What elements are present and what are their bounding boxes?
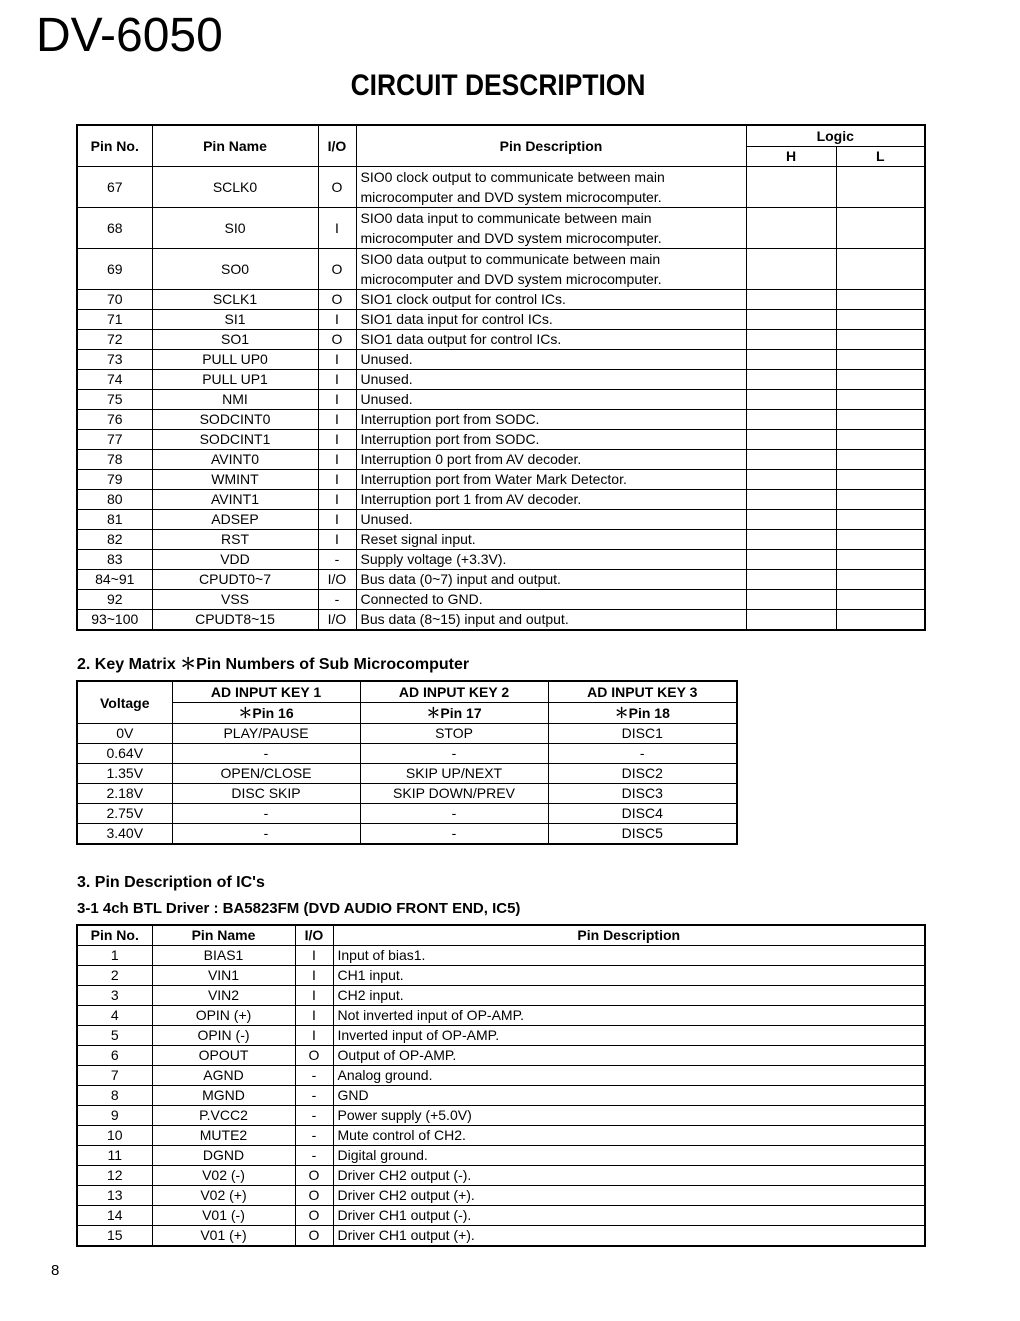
key2-cell: - — [360, 744, 548, 764]
voltage-cell: 2.75V — [77, 804, 172, 824]
voltage-cell: 2.18V — [77, 784, 172, 804]
io-cell: I — [295, 966, 333, 986]
logic-h-cell — [746, 290, 836, 310]
io-cell: I — [318, 430, 356, 450]
col-pin-no: Pin No. — [77, 125, 152, 167]
logic-l-cell — [836, 570, 925, 590]
pin-no-cell: 76 — [77, 410, 152, 430]
io-cell: - — [295, 1086, 333, 1106]
pin-no-cell: 3 — [77, 986, 152, 1006]
table-row — [77, 510, 925, 530]
pin-no-cell: 67 — [77, 167, 152, 208]
logic-h-cell — [746, 430, 836, 450]
table-row — [77, 724, 737, 744]
io-cell: O — [318, 330, 356, 350]
pin-description-cell: Not inverted input of OP-AMP. — [333, 1006, 925, 1026]
pin-description-cell: Interruption port from SODC. — [356, 430, 746, 450]
pin-no-cell: 79 — [77, 470, 152, 490]
logic-l-cell — [836, 290, 925, 310]
io-cell: I — [318, 450, 356, 470]
pin-name-cell: SO0 — [152, 249, 318, 290]
pin-no-cell: 77 — [77, 430, 152, 450]
logic-l-cell — [836, 249, 925, 290]
table-row — [77, 450, 925, 470]
logic-l-cell — [836, 550, 925, 570]
col-key3-pin: ＊Pin 18 — [548, 703, 737, 724]
pin-no-cell: 1 — [77, 946, 152, 966]
pin-description-cell: CH2 input. — [333, 986, 925, 1006]
ic5-pin-table — [76, 924, 926, 1247]
page-number: 8 — [51, 1262, 60, 1279]
pin-name-cell: V02 (+) — [152, 1186, 295, 1206]
pin-name-cell: VIN1 — [152, 966, 295, 986]
io-cell: - — [295, 1126, 333, 1146]
table-row — [77, 330, 925, 350]
io-cell: I — [295, 946, 333, 966]
io-cell: I — [318, 350, 356, 370]
pin-description-cell: Unused. — [356, 390, 746, 410]
table-row — [77, 1126, 925, 1146]
logic-h-cell — [746, 310, 836, 330]
pin-no-cell: 82 — [77, 530, 152, 550]
table-row — [77, 490, 925, 510]
pin-no-cell: 72 — [77, 330, 152, 350]
pin-description-table-continued — [76, 124, 926, 631]
table-row — [77, 784, 737, 804]
key1-cell: - — [172, 804, 360, 824]
logic-h-cell — [746, 490, 836, 510]
logic-h-cell — [746, 350, 836, 370]
pin-description-cell: Inverted input of OP-AMP. — [333, 1026, 925, 1046]
pin-description-cell: Reset signal input. — [356, 530, 746, 550]
table-row — [77, 470, 925, 490]
pin-no-cell: 8 — [77, 1086, 152, 1106]
pin-name-cell: SCLK1 — [152, 290, 318, 310]
pin-name-cell: OPIN (+) — [152, 1006, 295, 1026]
logic-h-cell — [746, 530, 836, 550]
col-io: I/O — [318, 125, 356, 167]
io-cell: O — [318, 249, 356, 290]
pin-name-cell: NMI — [152, 390, 318, 410]
key3-cell: DISC1 — [548, 724, 737, 744]
pin-description-cell: Driver CH1 output (-). — [333, 1206, 925, 1226]
col-pin-name: Pin Name — [152, 125, 318, 167]
table-row — [77, 1146, 925, 1166]
pin-description-cell: Connected to GND. — [356, 590, 746, 610]
pin-description-cell: Interruption 0 port from AV decoder. — [356, 450, 746, 470]
table-row — [77, 1086, 925, 1106]
key2-cell: SKIP DOWN/PREV — [360, 784, 548, 804]
logic-l-cell — [836, 590, 925, 610]
pin-name-cell: SI1 — [152, 310, 318, 330]
table-row — [77, 249, 925, 290]
pin-no-cell: 4 — [77, 1006, 152, 1026]
io-cell: - — [295, 1106, 333, 1126]
pin-name-cell: PULL UP0 — [152, 350, 318, 370]
pin-description-cell: Unused. — [356, 350, 746, 370]
key1-cell: OPEN/CLOSE — [172, 764, 360, 784]
io-cell: I — [318, 470, 356, 490]
pin-description-cell: Bus data (8~15) input and output. — [356, 610, 746, 631]
pin-name-cell: SO1 — [152, 330, 318, 350]
col-key1: AD INPUT KEY 1 — [172, 681, 360, 703]
section-2-title: 2. Key Matrix ＊Pin Numbers of Sub Microcomputer — [77, 656, 470, 673]
pin-description-cell: CH1 input. — [333, 966, 925, 986]
logic-h-cell — [746, 470, 836, 490]
io-cell: I — [318, 530, 356, 550]
pin-no-cell: 10 — [77, 1126, 152, 1146]
logic-l-cell — [836, 208, 925, 249]
pin-description-cell: Unused. — [356, 510, 746, 530]
logic-l-cell — [836, 370, 925, 390]
pin-name-cell: CPUDT8~15 — [152, 610, 318, 631]
pin-description-cell: GND — [333, 1086, 925, 1106]
pin-description-cell: Supply voltage (+3.3V). — [356, 550, 746, 570]
col-key1-pin: ＊Pin 16 — [172, 703, 360, 724]
pin-description-cell: Digital ground. — [333, 1146, 925, 1166]
key1-cell: PLAY/PAUSE — [172, 724, 360, 744]
logic-l-cell — [836, 530, 925, 550]
pin-description-cell: SIO1 clock output for control ICs. — [356, 290, 746, 310]
logic-h-cell — [746, 510, 836, 530]
pin-name-cell: VSS — [152, 590, 318, 610]
io-cell: I — [318, 410, 356, 430]
pin-name-cell: BIAS1 — [152, 946, 295, 966]
logic-l-cell — [836, 470, 925, 490]
pin-name-cell: V01 (+) — [152, 1226, 295, 1247]
col-io: I/O — [295, 925, 333, 946]
logic-h-cell — [746, 610, 836, 631]
logic-h-cell — [746, 550, 836, 570]
pin-description-cell: Interruption port from SODC. — [356, 410, 746, 430]
io-cell: - — [318, 590, 356, 610]
pin-no-cell: 75 — [77, 390, 152, 410]
key1-cell: DISC SKIP — [172, 784, 360, 804]
logic-l-cell — [836, 510, 925, 530]
pin-no-cell: 12 — [77, 1166, 152, 1186]
io-cell: O — [295, 1206, 333, 1226]
page-title: CIRCUIT DESCRIPTION — [350, 69, 646, 102]
col-voltage: Voltage — [77, 681, 172, 724]
pin-no-cell: 15 — [77, 1226, 152, 1247]
pin-no-cell: 83 — [77, 550, 152, 570]
voltage-cell: 0V — [77, 724, 172, 744]
key3-cell: DISC2 — [548, 764, 737, 784]
pin-name-cell: CPUDT0~7 — [152, 570, 318, 590]
logic-h-cell — [746, 370, 836, 390]
pin-name-cell: DGND — [152, 1146, 295, 1166]
pin-no-cell: 84~91 — [77, 570, 152, 590]
io-cell: O — [295, 1166, 333, 1186]
pin-description-cell: Driver CH1 output (+). — [333, 1226, 925, 1247]
table-row — [77, 946, 925, 966]
logic-h-cell — [746, 410, 836, 430]
col-key2: AD INPUT KEY 2 — [360, 681, 548, 703]
pin-name-cell: SCLK0 — [152, 167, 318, 208]
pin-description-cell: Output of OP-AMP. — [333, 1046, 925, 1066]
col-pin-description: Pin Description — [356, 125, 746, 167]
pin-no-cell: 9 — [77, 1106, 152, 1126]
io-cell: - — [295, 1066, 333, 1086]
pin-name-cell: AVINT0 — [152, 450, 318, 470]
pin-description-cell: Input of bias1. — [333, 946, 925, 966]
logic-h-cell — [746, 330, 836, 350]
table-row — [77, 1106, 925, 1126]
io-cell: I/O — [318, 570, 356, 590]
voltage-cell: 0.64V — [77, 744, 172, 764]
pin-description-cell: Mute control of CH2. — [333, 1126, 925, 1146]
pin-name-cell: PULL UP1 — [152, 370, 318, 390]
voltage-cell: 1.35V — [77, 764, 172, 784]
pin-description-cell: SIO0 data input to communicate between main microcomputer and DVD system microcomputer. — [356, 208, 746, 249]
table-row — [77, 1226, 925, 1247]
table-row — [77, 1006, 925, 1026]
key-matrix-table — [76, 680, 738, 845]
pin-description-cell: Power supply (+5.0V) — [333, 1106, 925, 1126]
logic-l-cell — [836, 310, 925, 330]
pin-no-cell: 80 — [77, 490, 152, 510]
pin-no-cell: 70 — [77, 290, 152, 310]
pin-name-cell: AVINT1 — [152, 490, 318, 510]
io-cell: I — [318, 370, 356, 390]
table-row — [77, 530, 925, 550]
key2-cell: SKIP UP/NEXT — [360, 764, 548, 784]
logic-l-cell — [836, 350, 925, 370]
pin-no-cell: 13 — [77, 1186, 152, 1206]
key2-cell: - — [360, 804, 548, 824]
logic-l-cell — [836, 167, 925, 208]
col-pin-name: Pin Name — [152, 925, 295, 946]
model-number: DV-6050 — [36, 9, 223, 62]
pin-name-cell: OPOUT — [152, 1046, 295, 1066]
pin-no-cell: 5 — [77, 1026, 152, 1046]
pin-no-cell: 2 — [77, 966, 152, 986]
key3-cell: DISC4 — [548, 804, 737, 824]
io-cell: I — [295, 986, 333, 1006]
table-row — [77, 590, 925, 610]
pin-name-cell: SODCINT1 — [152, 430, 318, 450]
section-3-title: 3. Pin Description of IC's — [77, 874, 265, 891]
pin-description-cell: SIO1 data output for control ICs. — [356, 330, 746, 350]
table-row — [77, 1166, 925, 1186]
pin-description-cell: SIO0 data output to communicate between main microcomputer and DVD system microcomputer. — [356, 249, 746, 290]
io-cell: I — [318, 510, 356, 530]
key3-cell: DISC3 — [548, 784, 737, 804]
col-logic: Logic — [746, 125, 925, 147]
io-cell: I — [318, 208, 356, 249]
col-key2-pin: ＊Pin 17 — [360, 703, 548, 724]
logic-h-cell — [746, 208, 836, 249]
pin-name-cell: ADSEP — [152, 510, 318, 530]
pin-description-cell: Analog ground. — [333, 1066, 925, 1086]
pin-description-cell: Unused. — [356, 370, 746, 390]
table-row — [77, 1206, 925, 1226]
table-row — [77, 208, 925, 249]
table-row — [77, 350, 925, 370]
key3-cell: - — [548, 744, 737, 764]
io-cell: O — [295, 1186, 333, 1206]
table-row — [77, 550, 925, 570]
pin-name-cell: RST — [152, 530, 318, 550]
pin-no-cell: 6 — [77, 1046, 152, 1066]
table-row — [77, 1066, 925, 1086]
io-cell: - — [318, 550, 356, 570]
logic-l-cell — [836, 390, 925, 410]
logic-l-cell — [836, 410, 925, 430]
logic-h-cell — [746, 390, 836, 410]
logic-h-cell — [746, 450, 836, 470]
table-row — [77, 610, 925, 631]
table-row — [77, 370, 925, 390]
table-row — [77, 570, 925, 590]
pin-name-cell: MUTE2 — [152, 1126, 295, 1146]
pin-no-cell: 74 — [77, 370, 152, 390]
section-3-1-subtitle: 3-1 4ch BTL Driver : BA5823FM (DVD AUDIO FRONT END, IC5) — [77, 900, 521, 917]
key2-cell: STOP — [360, 724, 548, 744]
table-row — [77, 1046, 925, 1066]
key1-cell: - — [172, 824, 360, 845]
io-cell: I — [318, 310, 356, 330]
pin-name-cell: AGND — [152, 1066, 295, 1086]
io-cell: O — [295, 1226, 333, 1247]
table-row — [77, 744, 737, 764]
pin-description-cell: Bus data (0~7) input and output. — [356, 570, 746, 590]
pin-no-cell: 92 — [77, 590, 152, 610]
pin-description-cell: Interruption port from Water Mark Detector. — [356, 470, 746, 490]
io-cell: I — [295, 1026, 333, 1046]
logic-l-cell — [836, 610, 925, 631]
col-pin-no: Pin No. — [77, 925, 152, 946]
io-cell: I/O — [318, 610, 356, 631]
io-cell: - — [295, 1146, 333, 1166]
pin-no-cell: 93~100 — [77, 610, 152, 631]
table-row — [77, 966, 925, 986]
io-cell: I — [318, 490, 356, 510]
col-pin-description: Pin Description — [333, 925, 925, 946]
pin-name-cell: WMINT — [152, 470, 318, 490]
key3-cell: DISC5 — [548, 824, 737, 845]
pin-name-cell: V02 (-) — [152, 1166, 295, 1186]
pin-no-cell: 14 — [77, 1206, 152, 1226]
pin-description-cell: SIO0 clock output to communicate between main microcomputer and DVD system microcomputer. — [356, 167, 746, 208]
pin-name-cell: SODCINT0 — [152, 410, 318, 430]
io-cell: O — [295, 1046, 333, 1066]
logic-l-cell — [836, 330, 925, 350]
pin-name-cell: SI0 — [152, 208, 318, 249]
table-row — [77, 390, 925, 410]
io-cell: O — [318, 167, 356, 208]
pin-name-cell: VDD — [152, 550, 318, 570]
col-logic-l: L — [836, 147, 925, 167]
col-logic-h: H — [746, 147, 836, 167]
logic-l-cell — [836, 430, 925, 450]
io-cell: O — [318, 290, 356, 310]
logic-h-cell — [746, 249, 836, 290]
voltage-cell: 3.40V — [77, 824, 172, 845]
pin-name-cell: P.VCC2 — [152, 1106, 295, 1126]
logic-l-cell — [836, 490, 925, 510]
table-row — [77, 764, 737, 784]
pin-no-cell: 11 — [77, 1146, 152, 1166]
logic-l-cell — [836, 450, 925, 470]
key2-cell: - — [360, 824, 548, 845]
table-row — [77, 804, 737, 824]
table-row — [77, 1026, 925, 1046]
logic-h-cell — [746, 167, 836, 208]
pin-description-cell: SIO1 data input for control ICs. — [356, 310, 746, 330]
io-cell: I — [318, 390, 356, 410]
pin-no-cell: 68 — [77, 208, 152, 249]
pin-description-cell: Driver CH2 output (+). — [333, 1186, 925, 1206]
pin-description-cell: Interruption port 1 from AV decoder. — [356, 490, 746, 510]
pin-no-cell: 69 — [77, 249, 152, 290]
pin-no-cell: 7 — [77, 1066, 152, 1086]
table-row — [77, 1186, 925, 1206]
io-cell: I — [295, 1006, 333, 1026]
pin-no-cell: 78 — [77, 450, 152, 470]
pin-name-cell: OPIN (-) — [152, 1026, 295, 1046]
pin-no-cell: 71 — [77, 310, 152, 330]
key1-cell: - — [172, 744, 360, 764]
col-key3: AD INPUT KEY 3 — [548, 681, 737, 703]
table-row — [77, 824, 737, 845]
table-row — [77, 430, 925, 450]
pin-name-cell: VIN2 — [152, 986, 295, 1006]
table-row — [77, 167, 925, 208]
logic-h-cell — [746, 570, 836, 590]
table-row — [77, 986, 925, 1006]
pin-no-cell: 73 — [77, 350, 152, 370]
pin-name-cell: V01 (-) — [152, 1206, 295, 1226]
logic-h-cell — [746, 590, 836, 610]
pin-description-cell: Driver CH2 output (-). — [333, 1166, 925, 1186]
pin-name-cell: MGND — [152, 1086, 295, 1106]
table-row — [77, 310, 925, 330]
table-row — [77, 290, 925, 310]
pin-no-cell: 81 — [77, 510, 152, 530]
table-row — [77, 410, 925, 430]
